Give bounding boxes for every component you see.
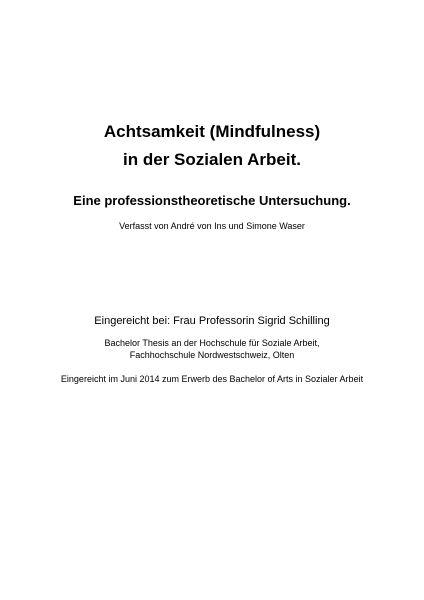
institution-line-1: Bachelor Thesis an der Hochschule für Soziale Arbeit, — [104, 338, 320, 348]
thesis-title-line-2: in der Sozialen Arbeit. — [123, 150, 301, 169]
institution-line-2: Fachhochschule Nordwestschweiz, Olten — [129, 350, 295, 360]
thesis-title-line-1: Achtsamkeit (Mindfulness) — [103, 122, 321, 141]
thesis-subtitle: Eine professionstheoretische Untersuchung. — [73, 193, 351, 208]
supervisor-line: Eingereicht bei: Frau Professorin Sigrid Schilling — [94, 315, 330, 327]
submission-line: Eingereicht im Juni 2014 zum Erwerb des Bachelor of Arts in Sozialer Arbeit — [60, 374, 364, 384]
authors-line: Verfasst von André von Ins und Simone Waser — [119, 221, 305, 231]
